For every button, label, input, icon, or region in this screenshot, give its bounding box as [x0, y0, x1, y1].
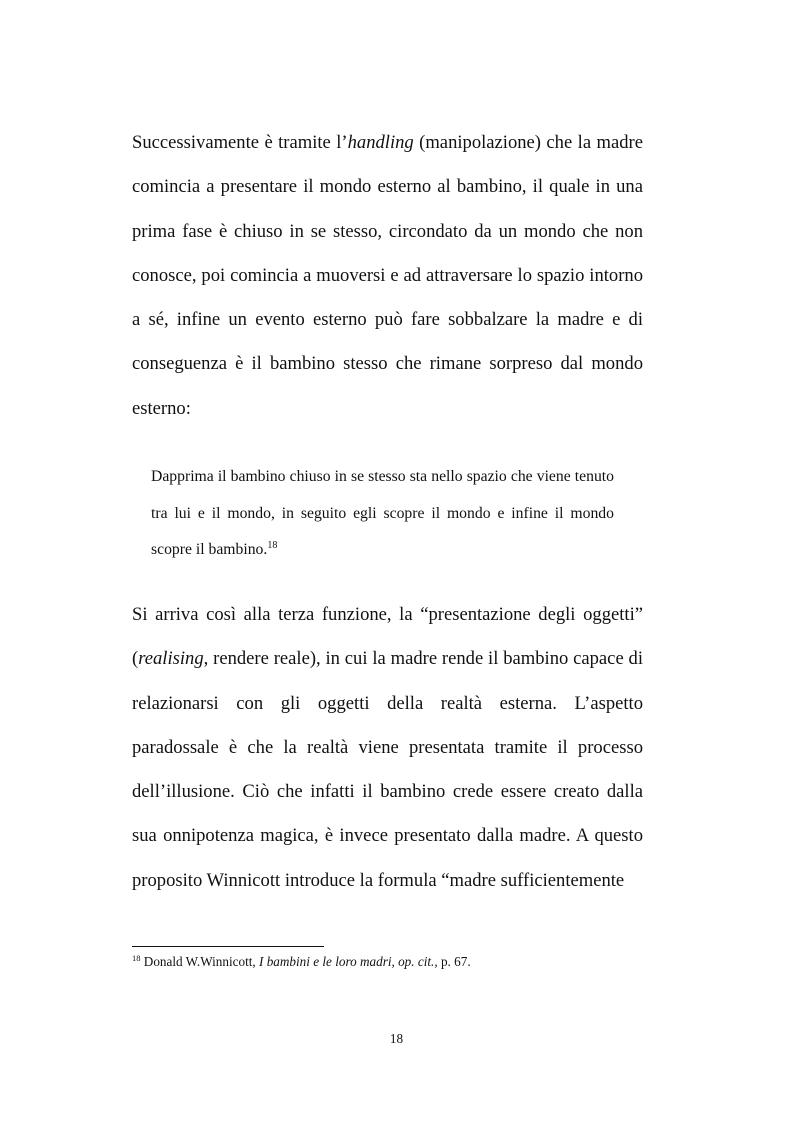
footnote-reference[interactable]: 18: [267, 540, 278, 551]
footnote-page: p. 67.: [437, 954, 471, 969]
italic-term-handling: handling: [347, 132, 414, 153]
page-number: 18: [389, 1031, 404, 1046]
paragraph-text: Si arriva così alla terza funzione, la “presentazione degli oggetti” (: [132, 604, 643, 670]
paragraph-handling: [132, 121, 643, 431]
footnote-number: 18: [132, 953, 141, 963]
footnote: [132, 953, 652, 971]
paragraph-text: , rendere reale), in cui la madre rende il bambino capace di relazionarsi con gli oggetti della realtà esterna. L’aspetto paradossale è che la realtà viene presentata tramite il processo dell’illusione. Ciò che infatti il bambino crede essere creato dalla sua onnipotenza magica, è invece presentato dalla madre. A questo proposito Winnicott introduce la formula “madre sufficientemente: [132, 648, 643, 891]
footnote-title: I bambini e le loro madri, op. cit.,: [259, 954, 438, 969]
footnote-divider: [132, 946, 324, 947]
quote-text: Dapprima il bambino chiuso in se stesso sta nello spazio che viene tenuto tra lui e il mondo, in seguito egli scopre il mondo e infine il mondo scopre il bambino.: [151, 468, 614, 558]
footnote-author: Donald W.Winnicott,: [140, 954, 260, 969]
paragraph-text: Successivamente è tramite l’: [132, 132, 348, 153]
block-quote: [151, 459, 614, 569]
italic-term-realising: realising: [138, 648, 204, 670]
paragraph-realising: [132, 593, 643, 903]
paragraph-text: (manipolazione) che la madre comincia a presentare il mondo esterno al bambino, il quale in una prima fase è chiuso in se stesso, circondato da un mondo che non conosce, poi comincia a muoversi e ad attraversare lo spazio intorno a sé, infine un evento esterno può fare sobbalzare la madre e di conseguenza è il bambino stesso che rimane sorpreso dal mondo esterno:: [132, 132, 643, 419]
